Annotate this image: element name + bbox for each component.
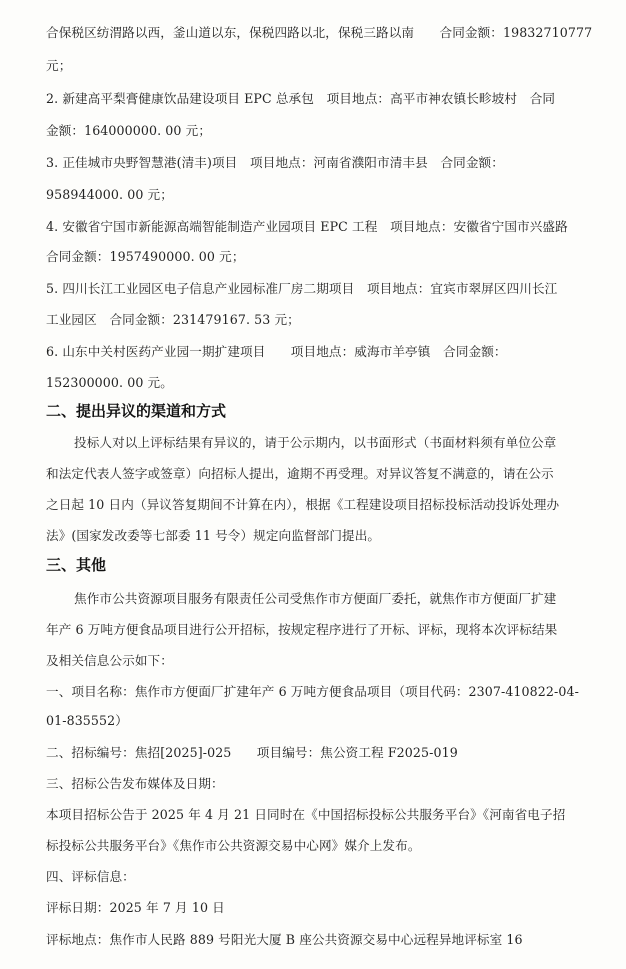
item2-text: 二、招标编号：焦招[2025]-025 项目编号：焦公资工程 F2025-019 <box>46 745 458 760</box>
project6-text-line1: 6. 山东中关村医药产业园一期扩建项目 项目地点：威海市羊亭镇 合同金额： <box>46 344 507 359</box>
section3-text-line2: 年产 6 万吨方便食品项目进行公开招标，按规定程序进行了开标、评标，现将本次评标结果 <box>46 622 558 637</box>
item1-text-line2: 01-835552） <box>46 713 128 728</box>
project2-text-line1: 2. 新建高平梨膏健康饮品建设项目 EPC 总承包 项目地点：高平市神农镇长畛坡村 合同 <box>46 91 556 106</box>
project3-text-line1: 3. 正佳城市央野智慧港(清丰)项目 项目地点：河南省濮阳市清丰县 合同金额： <box>46 155 504 170</box>
item4-title: 四、评标信息： <box>46 869 135 884</box>
project4-text-line1: 4. 安徽省宁国市新能源高端智能制造产业园项目 EPC 工程 项目地点：安徽省宁国市兴盛路 <box>46 219 568 234</box>
project5-text-line1: 5. 四川长江工业园区电子信息产业园标准厂房二期项目 项目地点：宜宾市翠屏区四川长江 <box>46 281 558 296</box>
section3-text-line3: 及相关信息公示如下： <box>46 653 173 668</box>
item1-text-line1: 一、项目名称：焦作市方便面厂扩建年产 6 万吨方便食品项目（项目代码：2307-410822-04- <box>46 684 579 699</box>
project4-text-line2: 合同金额：1957490000. 00 元； <box>46 249 245 264</box>
section2-heading: 二、提出异议的渠道和方式 <box>46 402 227 420</box>
project1-text-line1: 合保税区纺渭路以西，釜山道以东，保税四路以北，保税三路以南 合同金额：19832710777 <box>46 25 593 40</box>
item3-title: 三、招标公告发布媒体及日期： <box>46 776 224 791</box>
section2-text-line1: 投标人对以上评标结果有异议的，请于公示期内，以书面形式（书面材料须有单位公章 <box>74 435 557 450</box>
project3-text-line2: 958944000. 00 元； <box>46 187 173 202</box>
project2-text-line2: 金额：164000000. 00 元； <box>46 123 212 138</box>
project6-text-line2: 152300000. 00 元。 <box>46 375 173 390</box>
section2-text-line4: 法》(国家发改委等七部委 11 号令）规定向监督部门提出。 <box>46 528 381 543</box>
section2-text-line3: 之日起 10 日内（异议答复期间不计算在内），根据《工程建设项目招标投标活动投诉处理办 <box>46 497 560 512</box>
section3-text-line1: 焦作市公共资源项目服务有限责任公司受焦作市方便面厂委托，就焦作市方便面厂扩建 <box>74 591 557 606</box>
project1-text-line2: 元； <box>46 58 72 73</box>
item3-text-line2: 标投标公共服务平台》《焦作市公共资源交易中心网》媒介上发布。 <box>46 838 421 853</box>
item3-text-line1: 本项目招标公告于 2025 年 4 月 21 日同时在《中国招标投标公共服务平台》《河南省电子招 <box>46 807 566 822</box>
section3-heading: 三、其他 <box>46 556 107 574</box>
eval-date-text: 评标日期：2025 年 7 月 10 日 <box>46 900 225 915</box>
eval-place-text: 评标地点：焦作市人民路 889 号阳光大厦 B 座公共资源交易中心远程异地评标室 16 <box>46 932 523 947</box>
project5-text-line2: 工业园区 合同金额：231479167. 53 元； <box>46 312 300 327</box>
section2-text-line2: 和法定代表人签字或签章）向招标人提出，逾期不再受理。对异议答复不满意的，请在公示 <box>46 466 554 481</box>
